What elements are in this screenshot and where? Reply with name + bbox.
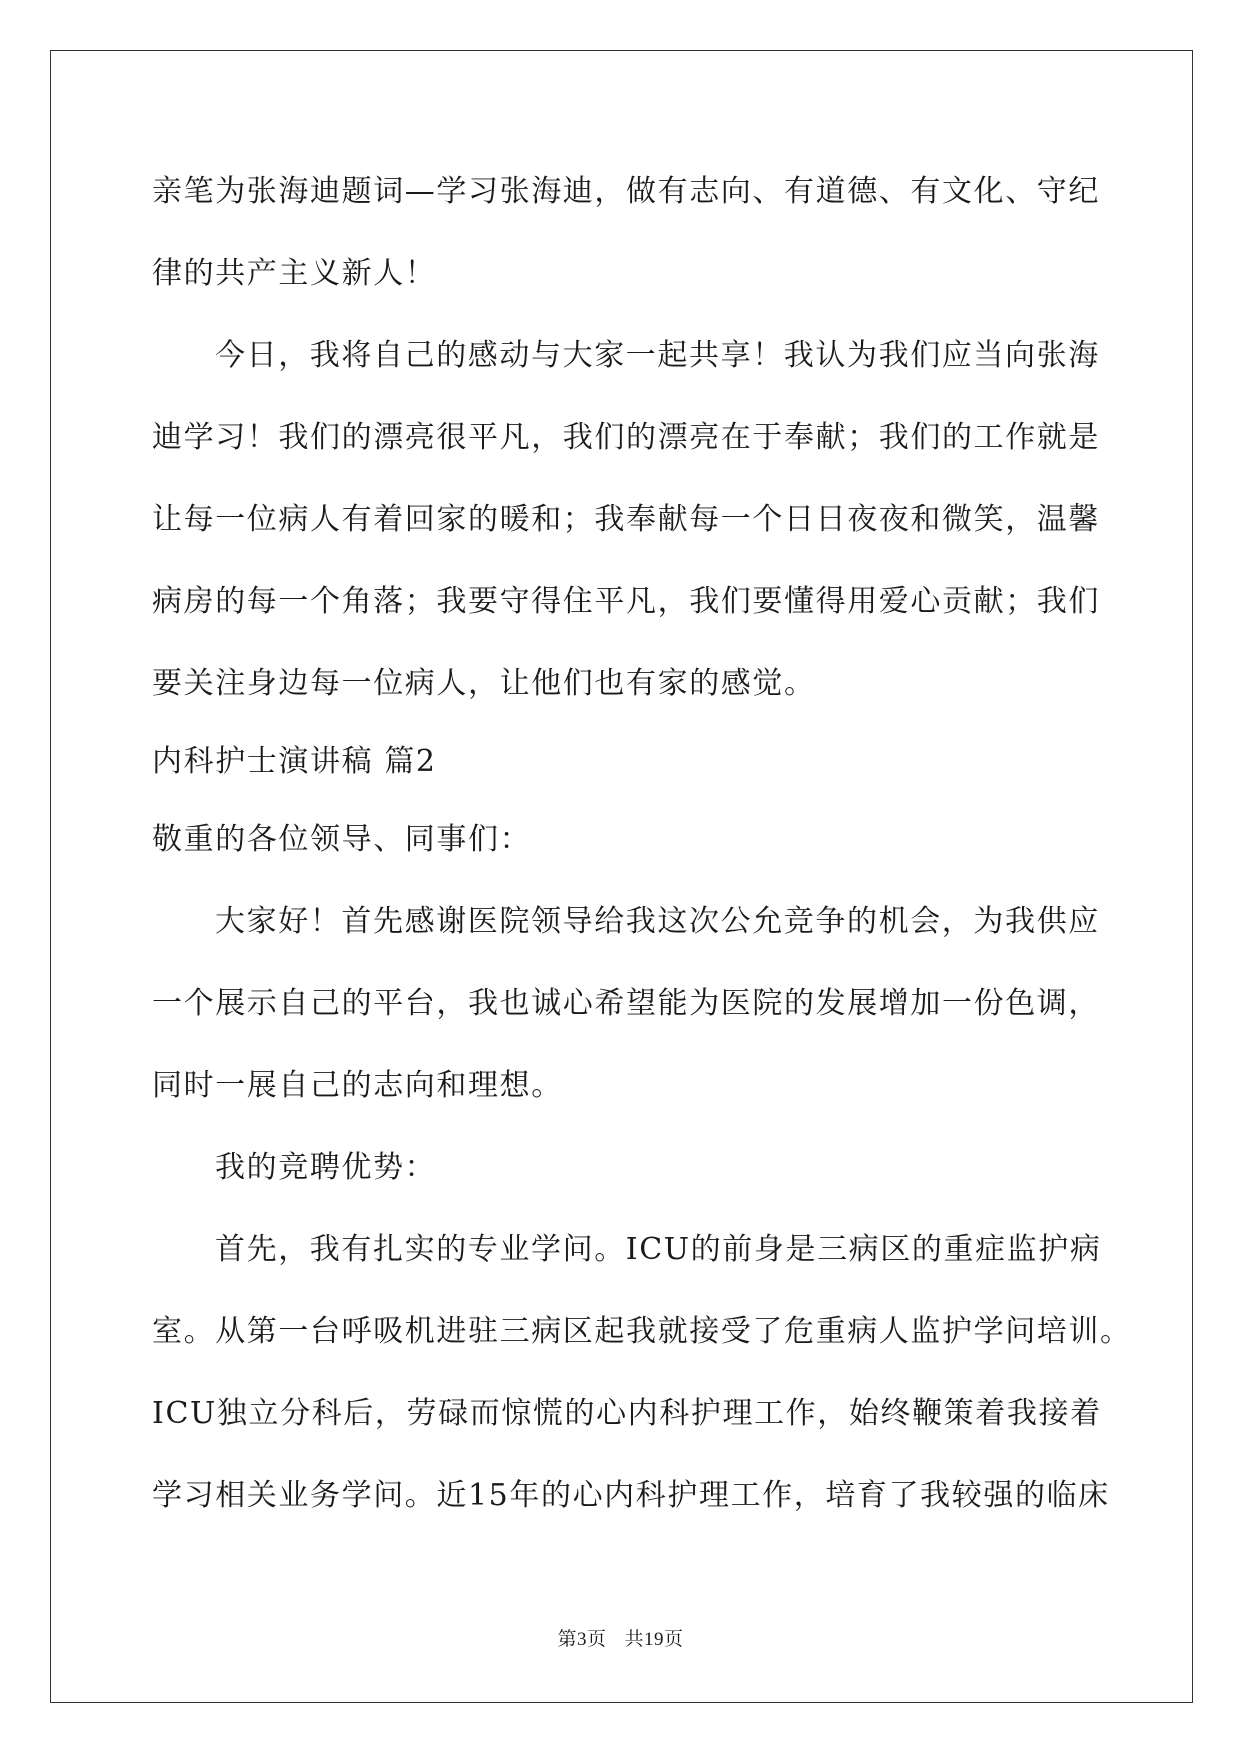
text-line: 让每一位病人有着回家的暖和；我奉献每一个日日夜夜和微笑，温馨 bbox=[152, 502, 1100, 537]
text-line: 今日，我将自己的感动与大家一起共享！我认为我们应当向张海 bbox=[215, 338, 1100, 373]
text-line: 学习相关业务学问。近15年的心内科护理工作，培育了我较强的临床 bbox=[152, 1478, 1110, 1513]
section-heading: 内科护士演讲稿 篇2 bbox=[152, 744, 437, 779]
text-line: 室。从第一台呼吸机进驻三病区起我就接受了危重病人监护学问培训。 bbox=[152, 1314, 1132, 1349]
text-line: 大家好！首先感谢医院领导给我这次公允竞争的机会，为我供应 bbox=[215, 904, 1100, 939]
text-line: 迪学习！我们的漂亮很平凡，我们的漂亮在于奉献；我们的工作就是 bbox=[152, 420, 1100, 455]
text-line: 我的竞聘优势： bbox=[215, 1150, 437, 1185]
text-line: 首先，我有扎实的专业学问。ICU的前身是三病区的重症监护病 bbox=[215, 1232, 1102, 1267]
text-line: ICU独立分科后，劳碌而惊慌的心内科护理工作，始终鞭策着我接着 bbox=[152, 1396, 1102, 1431]
salutation: 敬重的各位领导、同事们： bbox=[152, 822, 532, 857]
text-line: 亲笔为张海迪题词—学习张海迪，做有志向、有道德、有文化、守纪 bbox=[152, 174, 1100, 209]
document-body bbox=[152, 160, 1132, 1546]
text-line: 病房的每一个角落；我要守得住平凡，我们要懂得用爱心贡献；我们 bbox=[152, 584, 1100, 619]
text-line: 同时一展自己的志向和理想。 bbox=[152, 1068, 563, 1103]
text-line: 要关注身边每一位病人，让他们也有家的感觉。 bbox=[152, 666, 816, 701]
text-line: 一个展示自己的平台，我也诚心希望能为医院的发展增加一份色调， bbox=[152, 986, 1100, 1021]
text-line: 律的共产主义新人！ bbox=[152, 256, 437, 291]
page-footer bbox=[0, 1624, 1241, 1651]
page-total: 共19页 bbox=[624, 1629, 684, 1650]
page-number: 第3页 bbox=[557, 1629, 607, 1650]
